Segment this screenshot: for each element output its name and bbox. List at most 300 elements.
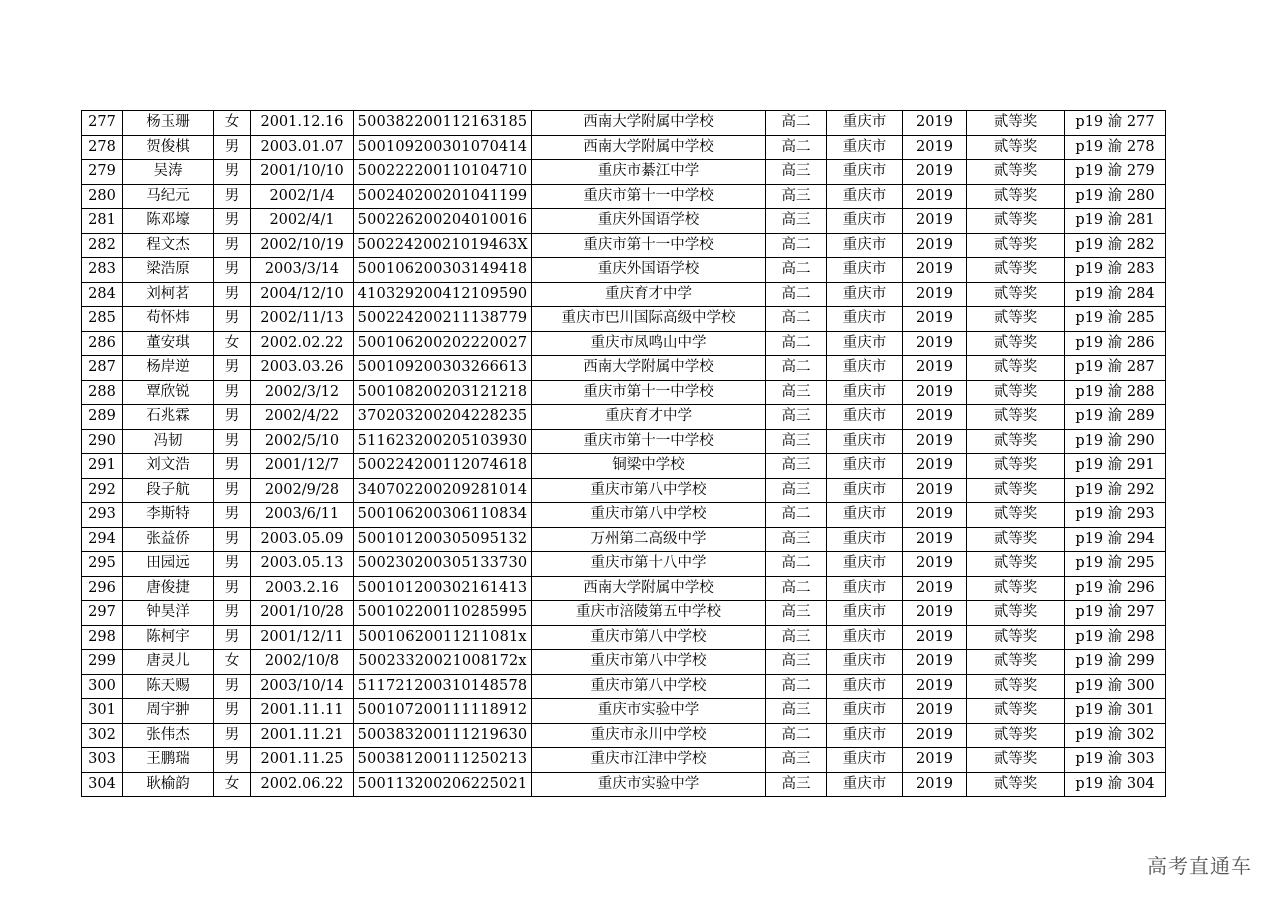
cell-gender: 男 xyxy=(214,478,251,503)
cell-grade: 高三 xyxy=(766,478,827,503)
cell-birth-date: 2003/10/14 xyxy=(251,674,354,699)
cell-number: 289 xyxy=(82,405,123,430)
cell-city: 重庆市 xyxy=(827,209,903,234)
table-row xyxy=(82,135,1166,160)
cell-number: 278 xyxy=(82,135,123,160)
cell-gender: 男 xyxy=(214,699,251,724)
cell-school: 重庆市凤鸣山中学 xyxy=(532,331,766,356)
cell-grade: 高三 xyxy=(766,184,827,209)
cell-certificate-no: p19 渝 293 xyxy=(1065,503,1166,528)
cell-name: 董安琪 xyxy=(123,331,214,356)
table-row xyxy=(82,331,1166,356)
cell-id-card: 500382200112163185 xyxy=(354,111,532,136)
cell-school: 西南大学附属中学校 xyxy=(532,356,766,381)
cell-name: 杨岸逆 xyxy=(123,356,214,381)
cell-number: 281 xyxy=(82,209,123,234)
cell-award: 贰等奖 xyxy=(967,650,1065,675)
table-row xyxy=(82,258,1166,283)
cell-grade: 高三 xyxy=(766,429,827,454)
cell-school: 重庆市第八中学校 xyxy=(532,478,766,503)
cell-name: 钟昊洋 xyxy=(123,601,214,626)
cell-year: 2019 xyxy=(903,478,967,503)
roster-body xyxy=(82,111,1166,797)
cell-number: 296 xyxy=(82,576,123,601)
cell-gender: 男 xyxy=(214,527,251,552)
cell-award: 贰等奖 xyxy=(967,307,1065,332)
cell-gender: 女 xyxy=(214,331,251,356)
cell-birth-date: 2003.2.16 xyxy=(251,576,354,601)
cell-award: 贰等奖 xyxy=(967,160,1065,185)
cell-certificate-no: p19 渝 301 xyxy=(1065,699,1166,724)
cell-award: 贰等奖 xyxy=(967,405,1065,430)
cell-school: 重庆市第八中学校 xyxy=(532,503,766,528)
cell-id-card: 500109200303266613 xyxy=(354,356,532,381)
table-row xyxy=(82,723,1166,748)
cell-id-card: 500113200206225021 xyxy=(354,772,532,797)
cell-gender: 男 xyxy=(214,454,251,479)
cell-certificate-no: p19 渝 289 xyxy=(1065,405,1166,430)
cell-school: 重庆市第十一中学校 xyxy=(532,429,766,454)
table-row xyxy=(82,478,1166,503)
cell-id-card: 500224200112074618 xyxy=(354,454,532,479)
cell-gender: 男 xyxy=(214,184,251,209)
cell-birth-date: 2002/11/13 xyxy=(251,307,354,332)
cell-name: 段子航 xyxy=(123,478,214,503)
cell-school: 重庆市实验中学 xyxy=(532,699,766,724)
cell-birth-date: 2002/4/1 xyxy=(251,209,354,234)
cell-birth-date: 2001.11.25 xyxy=(251,748,354,773)
cell-number: 300 xyxy=(82,674,123,699)
cell-id-card: 500107200111118912 xyxy=(354,699,532,724)
cell-city: 重庆市 xyxy=(827,478,903,503)
cell-grade: 高二 xyxy=(766,331,827,356)
cell-grade: 高二 xyxy=(766,552,827,577)
cell-name: 马纪元 xyxy=(123,184,214,209)
cell-city: 重庆市 xyxy=(827,699,903,724)
cell-year: 2019 xyxy=(903,209,967,234)
cell-city: 重庆市 xyxy=(827,748,903,773)
cell-birth-date: 2001.11.21 xyxy=(251,723,354,748)
cell-school: 重庆市江津中学校 xyxy=(532,748,766,773)
cell-gender: 男 xyxy=(214,552,251,577)
cell-certificate-no: p19 渝 304 xyxy=(1065,772,1166,797)
cell-certificate-no: p19 渝 302 xyxy=(1065,723,1166,748)
cell-award: 贰等奖 xyxy=(967,356,1065,381)
table-row xyxy=(82,233,1166,258)
cell-year: 2019 xyxy=(903,601,967,626)
cell-number: 304 xyxy=(82,772,123,797)
cell-id-card: 500106200202220027 xyxy=(354,331,532,356)
cell-award: 贰等奖 xyxy=(967,699,1065,724)
cell-number: 287 xyxy=(82,356,123,381)
cell-year: 2019 xyxy=(903,625,967,650)
cell-name: 唐灵儿 xyxy=(123,650,214,675)
cell-award: 贰等奖 xyxy=(967,674,1065,699)
cell-award: 贰等奖 xyxy=(967,576,1065,601)
cell-birth-date: 2002/1/4 xyxy=(251,184,354,209)
cell-birth-date: 2003.05.13 xyxy=(251,552,354,577)
table-row xyxy=(82,111,1166,136)
cell-award: 贰等奖 xyxy=(967,552,1065,577)
cell-number: 295 xyxy=(82,552,123,577)
cell-id-card: 500101200305095132 xyxy=(354,527,532,552)
cell-year: 2019 xyxy=(903,650,967,675)
cell-year: 2019 xyxy=(903,552,967,577)
cell-certificate-no: p19 渝 282 xyxy=(1065,233,1166,258)
cell-year: 2019 xyxy=(903,576,967,601)
cell-city: 重庆市 xyxy=(827,184,903,209)
cell-award: 贰等奖 xyxy=(967,380,1065,405)
cell-gender: 男 xyxy=(214,233,251,258)
cell-school: 重庆市第十八中学 xyxy=(532,552,766,577)
cell-certificate-no: p19 渝 280 xyxy=(1065,184,1166,209)
cell-name: 贺俊棋 xyxy=(123,135,214,160)
cell-certificate-no: p19 渝 277 xyxy=(1065,111,1166,136)
cell-grade: 高二 xyxy=(766,723,827,748)
cell-certificate-no: p19 渝 297 xyxy=(1065,601,1166,626)
cell-gender: 男 xyxy=(214,380,251,405)
cell-grade: 高二 xyxy=(766,258,827,283)
cell-id-card: 500381200111250213 xyxy=(354,748,532,773)
cell-city: 重庆市 xyxy=(827,282,903,307)
cell-grade: 高三 xyxy=(766,527,827,552)
cell-name: 梁浩原 xyxy=(123,258,214,283)
table-row xyxy=(82,699,1166,724)
table-row xyxy=(82,184,1166,209)
cell-award: 贰等奖 xyxy=(967,135,1065,160)
cell-gender: 男 xyxy=(214,356,251,381)
table-row xyxy=(82,405,1166,430)
cell-school: 重庆市巴川国际高级中学校 xyxy=(532,307,766,332)
cell-id-card: 500222200110104710 xyxy=(354,160,532,185)
cell-name: 唐俊捷 xyxy=(123,576,214,601)
cell-name: 陈天赐 xyxy=(123,674,214,699)
cell-city: 重庆市 xyxy=(827,552,903,577)
cell-school: 重庆市第十一中学校 xyxy=(532,233,766,258)
cell-award: 贰等奖 xyxy=(967,209,1065,234)
table-row xyxy=(82,282,1166,307)
table-row xyxy=(82,748,1166,773)
cell-number: 286 xyxy=(82,331,123,356)
cell-grade: 高二 xyxy=(766,233,827,258)
cell-birth-date: 2001/10/10 xyxy=(251,160,354,185)
cell-name: 陈邓壕 xyxy=(123,209,214,234)
cell-gender: 女 xyxy=(214,111,251,136)
cell-award: 贰等奖 xyxy=(967,454,1065,479)
cell-birth-date: 2002/10/8 xyxy=(251,650,354,675)
cell-birth-date: 2002.06.22 xyxy=(251,772,354,797)
cell-number: 291 xyxy=(82,454,123,479)
cell-id-card: 500230200305133730 xyxy=(354,552,532,577)
table-row xyxy=(82,454,1166,479)
cell-number: 302 xyxy=(82,723,123,748)
table-row xyxy=(82,380,1166,405)
cell-school: 铜梁中学校 xyxy=(532,454,766,479)
cell-city: 重庆市 xyxy=(827,307,903,332)
cell-grade: 高三 xyxy=(766,405,827,430)
cell-id-card: 500226200204010016 xyxy=(354,209,532,234)
cell-gender: 男 xyxy=(214,601,251,626)
cell-name: 周宇翀 xyxy=(123,699,214,724)
cell-grade: 高二 xyxy=(766,356,827,381)
cell-number: 290 xyxy=(82,429,123,454)
cell-number: 284 xyxy=(82,282,123,307)
cell-birth-date: 2003/3/14 xyxy=(251,258,354,283)
table-row xyxy=(82,772,1166,797)
cell-school: 重庆市綦江中学 xyxy=(532,160,766,185)
cell-id-card: 50022420021019463X xyxy=(354,233,532,258)
cell-certificate-no: p19 渝 295 xyxy=(1065,552,1166,577)
cell-id-card: 511721200310148578 xyxy=(354,674,532,699)
cell-name: 张伟杰 xyxy=(123,723,214,748)
cell-award: 贰等奖 xyxy=(967,723,1065,748)
cell-year: 2019 xyxy=(903,699,967,724)
cell-id-card: 410329200412109590 xyxy=(354,282,532,307)
cell-gender: 男 xyxy=(214,625,251,650)
cell-id-card: 370203200204228235 xyxy=(354,405,532,430)
cell-certificate-no: p19 渝 292 xyxy=(1065,478,1166,503)
cell-award: 贰等奖 xyxy=(967,478,1065,503)
cell-year: 2019 xyxy=(903,674,967,699)
cell-gender: 男 xyxy=(214,258,251,283)
cell-id-card: 500101200302161413 xyxy=(354,576,532,601)
cell-city: 重庆市 xyxy=(827,233,903,258)
cell-id-card: 50010620011211081x xyxy=(354,625,532,650)
table-row xyxy=(82,160,1166,185)
cell-gender: 男 xyxy=(214,282,251,307)
cell-certificate-no: p19 渝 298 xyxy=(1065,625,1166,650)
cell-id-card: 500108200203121218 xyxy=(354,380,532,405)
cell-birth-date: 2001/12/11 xyxy=(251,625,354,650)
cell-year: 2019 xyxy=(903,723,967,748)
cell-grade: 高三 xyxy=(766,601,827,626)
cell-award: 贰等奖 xyxy=(967,772,1065,797)
cell-name: 王鹏瑞 xyxy=(123,748,214,773)
cell-gender: 男 xyxy=(214,405,251,430)
cell-certificate-no: p19 渝 281 xyxy=(1065,209,1166,234)
cell-year: 2019 xyxy=(903,429,967,454)
cell-grade: 高三 xyxy=(766,380,827,405)
cell-name: 程文杰 xyxy=(123,233,214,258)
cell-certificate-no: p19 渝 285 xyxy=(1065,307,1166,332)
cell-award: 贰等奖 xyxy=(967,429,1065,454)
cell-certificate-no: p19 渝 291 xyxy=(1065,454,1166,479)
cell-city: 重庆市 xyxy=(827,111,903,136)
cell-number: 301 xyxy=(82,699,123,724)
cell-certificate-no: p19 渝 284 xyxy=(1065,282,1166,307)
cell-number: 297 xyxy=(82,601,123,626)
cell-name: 苟怀炜 xyxy=(123,307,214,332)
cell-award: 贰等奖 xyxy=(967,527,1065,552)
cell-city: 重庆市 xyxy=(827,527,903,552)
cell-id-card: 511623200205103930 xyxy=(354,429,532,454)
cell-birth-date: 2003.05.09 xyxy=(251,527,354,552)
cell-city: 重庆市 xyxy=(827,160,903,185)
cell-award: 贰等奖 xyxy=(967,748,1065,773)
cell-city: 重庆市 xyxy=(827,454,903,479)
cell-certificate-no: p19 渝 286 xyxy=(1065,331,1166,356)
cell-name: 覃欣锐 xyxy=(123,380,214,405)
cell-gender: 女 xyxy=(214,650,251,675)
cell-school: 重庆外国语学校 xyxy=(532,258,766,283)
cell-award: 贰等奖 xyxy=(967,601,1065,626)
cell-id-card: 50023320021008172x xyxy=(354,650,532,675)
cell-birth-date: 2001/12/7 xyxy=(251,454,354,479)
cell-number: 277 xyxy=(82,111,123,136)
cell-year: 2019 xyxy=(903,454,967,479)
cell-birth-date: 2003.01.07 xyxy=(251,135,354,160)
cell-school: 重庆市实验中学 xyxy=(532,772,766,797)
cell-number: 298 xyxy=(82,625,123,650)
cell-id-card: 500383200111219630 xyxy=(354,723,532,748)
cell-certificate-no: p19 渝 287 xyxy=(1065,356,1166,381)
cell-number: 280 xyxy=(82,184,123,209)
cell-city: 重庆市 xyxy=(827,258,903,283)
cell-number: 299 xyxy=(82,650,123,675)
cell-award: 贰等奖 xyxy=(967,282,1065,307)
cell-birth-date: 2002/3/12 xyxy=(251,380,354,405)
cell-birth-date: 2002/9/28 xyxy=(251,478,354,503)
cell-grade: 高三 xyxy=(766,650,827,675)
cell-city: 重庆市 xyxy=(827,331,903,356)
cell-certificate-no: p19 渝 303 xyxy=(1065,748,1166,773)
cell-birth-date: 2004/12/10 xyxy=(251,282,354,307)
cell-year: 2019 xyxy=(903,258,967,283)
cell-gender: 男 xyxy=(214,160,251,185)
cell-grade: 高三 xyxy=(766,625,827,650)
cell-birth-date: 2002.02.22 xyxy=(251,331,354,356)
cell-certificate-no: p19 渝 294 xyxy=(1065,527,1166,552)
cell-school: 重庆市第八中学校 xyxy=(532,625,766,650)
cell-gender: 男 xyxy=(214,209,251,234)
cell-school: 重庆市第八中学校 xyxy=(532,650,766,675)
cell-school: 西南大学附属中学校 xyxy=(532,135,766,160)
cell-grade: 高三 xyxy=(766,454,827,479)
cell-id-card: 340702200209281014 xyxy=(354,478,532,503)
cell-name: 石兆霖 xyxy=(123,405,214,430)
cell-name: 冯韧 xyxy=(123,429,214,454)
cell-school: 重庆外国语学校 xyxy=(532,209,766,234)
cell-year: 2019 xyxy=(903,772,967,797)
table-row xyxy=(82,674,1166,699)
table-row xyxy=(82,429,1166,454)
cell-year: 2019 xyxy=(903,282,967,307)
table-row xyxy=(82,356,1166,381)
cell-number: 294 xyxy=(82,527,123,552)
cell-year: 2019 xyxy=(903,160,967,185)
cell-certificate-no: p19 渝 279 xyxy=(1065,160,1166,185)
cell-grade: 高二 xyxy=(766,503,827,528)
cell-gender: 男 xyxy=(214,723,251,748)
cell-city: 重庆市 xyxy=(827,723,903,748)
cell-name: 刘柯茗 xyxy=(123,282,214,307)
cell-grade: 高三 xyxy=(766,160,827,185)
cell-birth-date: 2002/10/19 xyxy=(251,233,354,258)
cell-city: 重庆市 xyxy=(827,503,903,528)
cell-award: 贰等奖 xyxy=(967,233,1065,258)
table-row xyxy=(82,552,1166,577)
cell-birth-date: 2001.12.16 xyxy=(251,111,354,136)
cell-city: 重庆市 xyxy=(827,356,903,381)
cell-city: 重庆市 xyxy=(827,601,903,626)
cell-city: 重庆市 xyxy=(827,429,903,454)
cell-birth-date: 2002/4/22 xyxy=(251,405,354,430)
cell-year: 2019 xyxy=(903,331,967,356)
cell-year: 2019 xyxy=(903,527,967,552)
cell-name: 耿榆韵 xyxy=(123,772,214,797)
cell-id-card: 500106200306110834 xyxy=(354,503,532,528)
cell-id-card: 500224200211138779 xyxy=(354,307,532,332)
table-row xyxy=(82,576,1166,601)
cell-grade: 高二 xyxy=(766,135,827,160)
cell-year: 2019 xyxy=(903,135,967,160)
cell-certificate-no: p19 渝 278 xyxy=(1065,135,1166,160)
cell-award: 贰等奖 xyxy=(967,111,1065,136)
cell-year: 2019 xyxy=(903,233,967,258)
cell-number: 283 xyxy=(82,258,123,283)
table-row xyxy=(82,601,1166,626)
table-row xyxy=(82,650,1166,675)
cell-name: 杨玉珊 xyxy=(123,111,214,136)
cell-city: 重庆市 xyxy=(827,576,903,601)
award-roster-table xyxy=(81,110,1166,797)
cell-school: 重庆市永川中学校 xyxy=(532,723,766,748)
cell-school: 重庆育才中学 xyxy=(532,282,766,307)
cell-number: 293 xyxy=(82,503,123,528)
cell-gender: 女 xyxy=(214,772,251,797)
cell-grade: 高三 xyxy=(766,748,827,773)
cell-year: 2019 xyxy=(903,405,967,430)
cell-city: 重庆市 xyxy=(827,772,903,797)
cell-number: 303 xyxy=(82,748,123,773)
cell-school: 重庆市第十一中学校 xyxy=(532,184,766,209)
cell-id-card: 500106200303149418 xyxy=(354,258,532,283)
cell-certificate-no: p19 渝 296 xyxy=(1065,576,1166,601)
watermark-label: 高考直通车 xyxy=(1147,854,1252,878)
cell-award: 贰等奖 xyxy=(967,503,1065,528)
cell-grade: 高二 xyxy=(766,307,827,332)
cell-gender: 男 xyxy=(214,429,251,454)
cell-birth-date: 2001/10/28 xyxy=(251,601,354,626)
cell-grade: 高三 xyxy=(766,772,827,797)
cell-number: 288 xyxy=(82,380,123,405)
cell-grade: 高三 xyxy=(766,209,827,234)
cell-school: 西南大学附属中学校 xyxy=(532,111,766,136)
cell-school: 万州第二高级中学 xyxy=(532,527,766,552)
cell-school: 西南大学附属中学校 xyxy=(532,576,766,601)
cell-grade: 高二 xyxy=(766,282,827,307)
cell-name: 张益侨 xyxy=(123,527,214,552)
cell-name: 田园远 xyxy=(123,552,214,577)
cell-name: 李斯特 xyxy=(123,503,214,528)
cell-birth-date: 2002/5/10 xyxy=(251,429,354,454)
cell-gender: 男 xyxy=(214,503,251,528)
table-row xyxy=(82,209,1166,234)
cell-year: 2019 xyxy=(903,356,967,381)
table-row xyxy=(82,503,1166,528)
cell-grade: 高二 xyxy=(766,111,827,136)
cell-certificate-no: p19 渝 300 xyxy=(1065,674,1166,699)
cell-grade: 高二 xyxy=(766,576,827,601)
cell-city: 重庆市 xyxy=(827,380,903,405)
cell-name: 陈柯宇 xyxy=(123,625,214,650)
cell-gender: 男 xyxy=(214,748,251,773)
cell-year: 2019 xyxy=(903,307,967,332)
cell-number: 279 xyxy=(82,160,123,185)
cell-year: 2019 xyxy=(903,503,967,528)
cell-gender: 男 xyxy=(214,307,251,332)
cell-number: 282 xyxy=(82,233,123,258)
